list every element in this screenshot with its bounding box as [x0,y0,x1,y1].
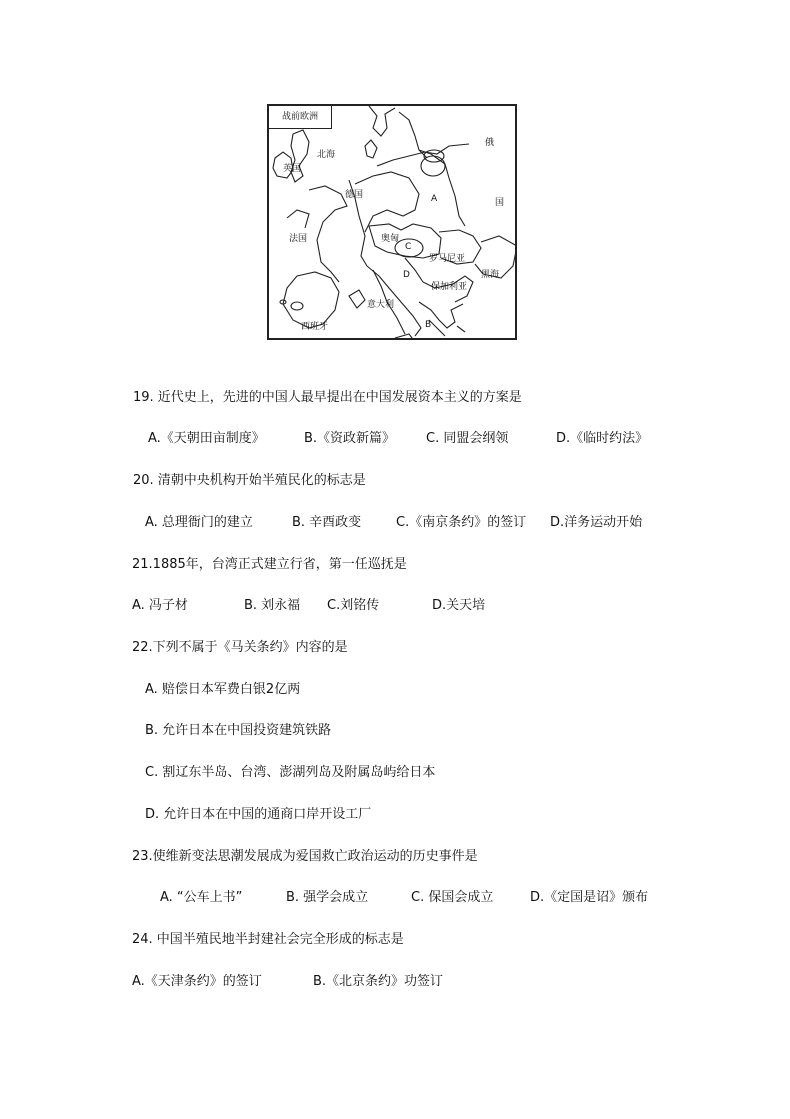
q19-option-a[interactable]: A.《天朝田亩制度》 [148,431,265,446]
q22-option-a[interactable]: A. 赔偿日本军费白银2亿两 [145,682,301,697]
q24-option-b[interactable]: B.《北京条约》功签订 [313,974,444,989]
q20-option-c[interactable]: C.《南京条约》的签订 [396,515,527,530]
label-d: D [403,270,410,280]
label-britain: 英国 [283,164,302,174]
q20-option-a[interactable]: A. 总理衙门的建立 [145,515,253,530]
q23-option-a[interactable]: A. “公车上书” [160,890,243,905]
label-austria: 奥匈 [381,234,400,244]
q21-option-a[interactable]: A. 冯子材 [132,598,188,613]
q22-option-c[interactable]: C. 割辽东半岛、台湾、澎湖列岛及附属岛屿给日本 [145,765,436,780]
q19-option-c[interactable]: C. 同盟会纲领 [426,431,509,446]
q21-option-c[interactable]: C.刘铭传 [327,598,380,613]
label-a: A [431,194,438,204]
q24-option-a[interactable]: A.《天津条约》的签订 [132,974,262,989]
question-21-stem: 21.1885年，台湾正式建立行省，第一任巡抚是 [132,557,407,572]
label-russia-1: 俄 [485,138,495,148]
question-23-stem: 23.使维新变法思潮发展成为爱国救亡政治运动的历史事件是 [132,849,478,864]
q23-option-b[interactable]: B. 强学会成立 [286,890,369,905]
question-24-stem: 24. 中国半殖民地半封建社会完全形成的标志是 [132,932,404,947]
label-germany: 德国 [345,190,364,200]
question-19-stem: 19. 近代史上，先进的中国人最早提出在中国发展资本主义的方案是 [133,390,522,405]
europe-map [267,104,517,340]
q22-option-d[interactable]: D. 允许日本在中国的通商口岸开设工厂 [145,807,372,822]
q21-option-d[interactable]: D.关天培 [432,598,486,613]
label-romania: 罗马尼亚 [429,254,466,264]
label-spain: 西班牙 [301,322,329,332]
label-black-sea: 黑海 [481,270,500,280]
label-france: 法国 [289,234,308,244]
label-bulgaria: 保加利亚 [431,282,468,292]
q21-option-b[interactable]: B. 刘永福 [244,598,301,613]
q19-option-d[interactable]: D.《临时约法》 [556,431,649,446]
label-c: C [405,242,412,252]
label-russia-2: 国 [495,198,505,208]
question-22-stem: 22.下列不属于《马关条约》内容的是 [132,640,348,655]
map-title: 战前欧洲 [269,106,332,129]
question-20-stem: 20. 清朝中央机构开始半殖民化的标志是 [133,473,366,488]
q23-option-d[interactable]: D.《定国是诏》颁布 [530,890,649,905]
q20-option-b[interactable]: B. 辛酉政变 [292,515,362,530]
q19-option-b[interactable]: B.《资政新篇》 [304,431,396,446]
label-italy: 意大利 [367,300,395,310]
q22-option-b[interactable]: B. 允许日本在中国投资建筑铁路 [145,723,332,738]
label-north-sea: 北海 [317,150,336,160]
q20-option-d[interactable]: D.洋务运动开始 [550,515,643,530]
q23-option-c[interactable]: C. 保国会成立 [411,890,494,905]
label-b: B [425,320,432,330]
